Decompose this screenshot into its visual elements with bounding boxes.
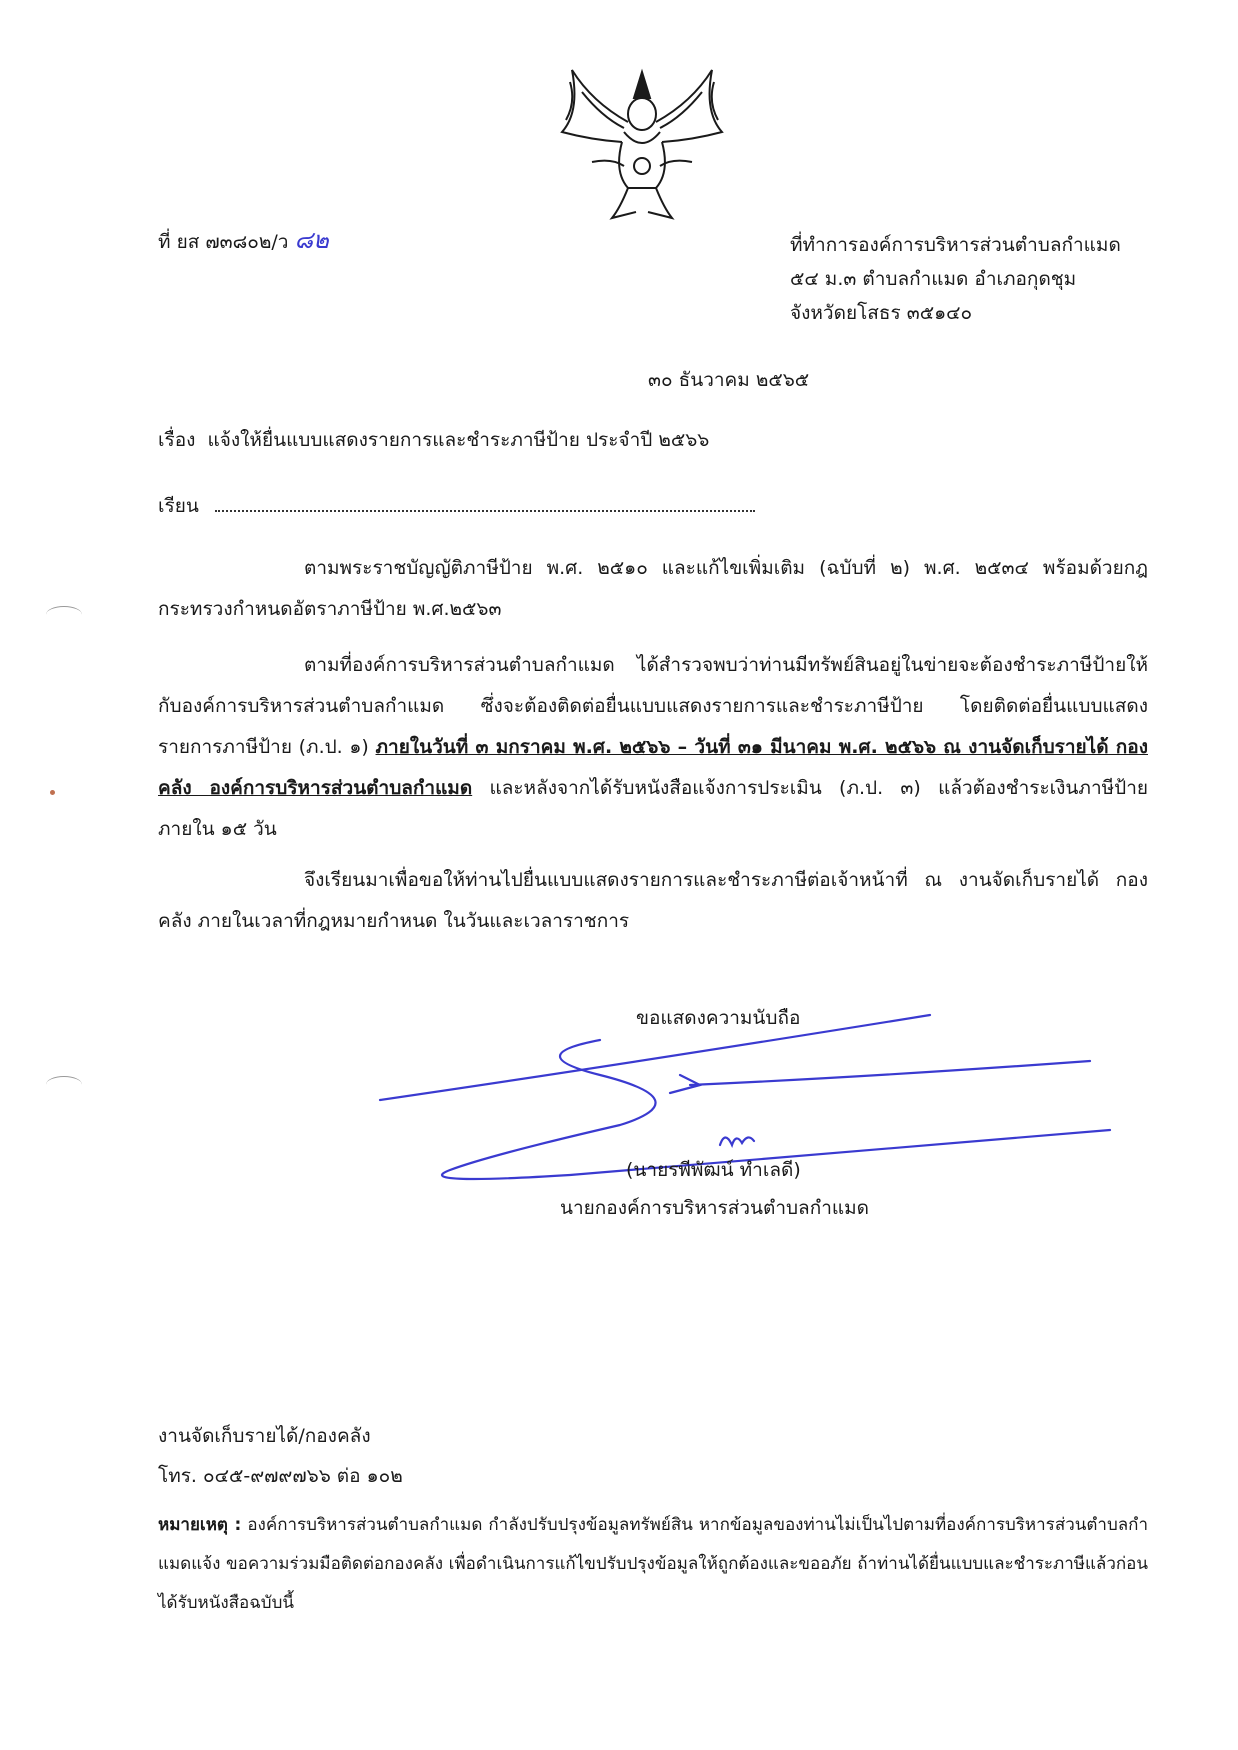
handwritten-reference: ๘๒	[294, 226, 329, 254]
note-text: องค์การบริหารส่วนตำบลกำแมด กำลังปรับปรุงข้อมูลทรัพย์สิน หากข้อมูลของท่านไม่เป็นไปตามที่องค์การบริหารส่วนตำบลกำแมดแจ้ง ขอความร่วมมือติดต่อกองคลัง เพื่อดำเนินการแก้ไขปรับปรุงข้อมูลให้ถูกต้องและขออภัย ถ้าท่านได้ยื่นแบบและชำระภาษีแล้วก่อนได้รับหนังสือฉบับนี้	[158, 1515, 1148, 1613]
footer-department: งานจัดเก็บรายได้/กองคลัง	[158, 1425, 371, 1447]
body-paragraph-3: จึงเรียนมาเพื่อขอให้ท่านไปยื่นแบบแสดงรายการและชำระภาษีต่อเจ้าหน้าที่ ณ งานจัดเก็บรายได้ กองคลัง ภายในเวลาที่กฎหมายกำหนด ในวันและเวลาราชการ	[158, 869, 1148, 932]
body-paragraph-1: ตามพระราชบัญญัติภาษีป้าย พ.ศ. ๒๕๑๐ และแก้ไขเพิ่มเติม (ฉบับที่ ๒) พ.ศ. ๒๕๓๔ พร้อมด้วยกฎกระทรวงกำหนดอัตราภาษีป้าย พ.ศ.๒๕๖๓	[158, 557, 1148, 620]
scan-mark	[46, 1076, 82, 1093]
footer-note	[158, 1506, 1148, 1623]
body-paragraph-2: ตามที่องค์การบริหารส่วนตำบลกำแมด ได้สำรวจพบว่าท่านมีทรัพย์สินอยู่ในข่ายจะต้องชำระภาษีป้ายให้กับองค์การบริหารส่วนตำบลกำแมด ซึ่งจะต้องติดต่อยื่นแบบแสดงรายการและชำระภาษีป้าย โดยติดต่อยื่นแบบแสดงรายการภาษีป้าย (ภ.ป. ๑) ภายในวันที่ ๓ มกราคม พ.ศ. ๒๕๖๖ – วันที่ ๓๑ มีนาคม พ.ศ. ๒๕๖๖ ณ งานจัดเก็บรายได้ กองคลัง องค์การบริหารส่วนตำบลกำแมด และหลังจากได้รับหนังสือแจ้งการประเมิน (ภ.ป. ๓) แล้วต้องชำระเงินภาษีป้ายภายใน ๑๕ วัน	[158, 654, 1149, 840]
addressee-blank	[215, 506, 755, 512]
signatory-position: นายกองค์การบริหารส่วนตำบลกำแมด	[560, 1197, 869, 1219]
letter-date: ๓๐ ธันวาคม ๒๕๖๕	[648, 369, 810, 391]
office-line-1: ที่ทำการองค์การบริหารส่วนตำบลกำแมด	[790, 234, 1121, 256]
signatory-name: (นายรพีพัฒน์ ทำเลดี)	[626, 1159, 801, 1181]
office-line-2: ๕๔ ม.๓ ตำบลกำแมด อำเภอกุดชุม	[790, 268, 1077, 290]
note-label: หมายเหตุ :	[158, 1515, 242, 1535]
reference-number	[158, 228, 329, 254]
office-line-3: จังหวัดยโสธร ๓๕๑๔๐	[790, 302, 973, 324]
addressee-label: เรียน	[158, 495, 199, 517]
subject-label: เรื่อง	[158, 429, 196, 451]
closing-regards: ขอแสดงความนับถือ	[636, 1007, 801, 1029]
office-address	[790, 228, 1121, 330]
garuda-emblem	[552, 62, 732, 226]
scan-dot	[50, 790, 55, 795]
subject-text: แจ้งให้ยื่นแบบแสดงรายการและชำระภาษีป้าย ประจำปี ๒๕๖๖	[207, 429, 710, 451]
footer-phone: โทร. ๐๔๕-๙๗๙๗๖๖ ต่อ ๑๐๒	[158, 1465, 403, 1487]
deadline-highlight: ภายในวันที่ ๓ มกราคม พ.ศ. ๒๕๖๖ – วันที่ ๓๑ มีนาคม พ.ศ. ๒๕๖๖ ณ งานจัดเก็บรายได้ กองคลัง องค์การบริหารส่วนตำบลกำแมด	[158, 736, 1148, 799]
reference-number-text: ที่ ยส ๗๓๘๐๒/ว	[158, 231, 289, 253]
addressee-line	[158, 494, 755, 518]
subject-line	[158, 428, 709, 452]
scan-mark	[46, 606, 82, 623]
